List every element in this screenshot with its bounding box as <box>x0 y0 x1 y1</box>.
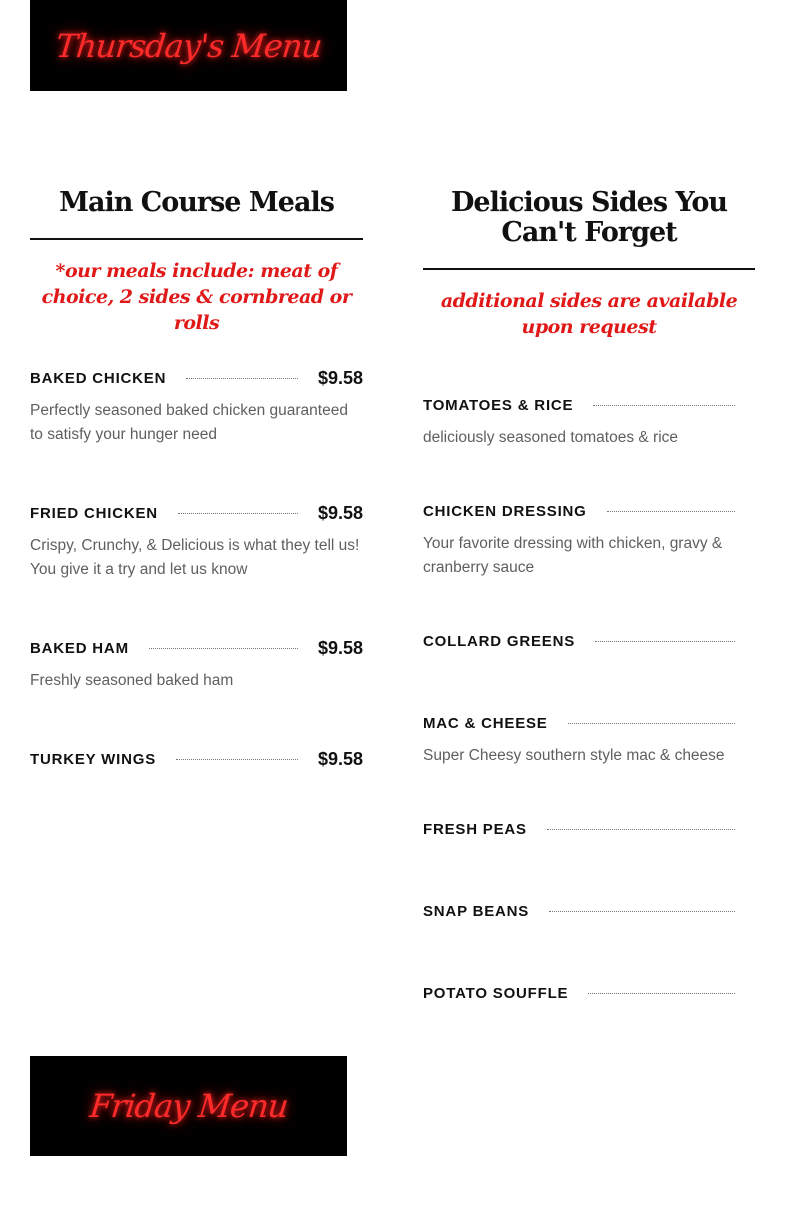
main-course-section <box>30 187 363 769</box>
menu-item-name: BAKED CHICKEN <box>30 369 167 387</box>
leader-dots <box>149 648 298 649</box>
main-course-note: *our meals include: meat of choice, 2 sides & cornbread or rolls <box>41 260 352 334</box>
leader-dots <box>588 993 735 994</box>
leader-dots <box>593 405 735 406</box>
menu-item-name: TURKEY WINGS <box>30 750 156 768</box>
sides-note: additional sides are available upon request <box>440 290 738 338</box>
leader-dots <box>176 759 298 760</box>
side-item <box>423 817 735 841</box>
menu-item-price: $9.58 <box>317 367 363 388</box>
leader-dots <box>186 378 298 379</box>
menu-item <box>30 501 363 582</box>
leader-dots <box>568 723 735 724</box>
side-item-name: CHICKEN DRESSING <box>423 502 587 520</box>
side-item-name: SNAP BEANS <box>423 902 530 920</box>
side-item <box>423 629 735 653</box>
friday-menu-banner <box>30 1056 347 1156</box>
leader-dots <box>607 511 735 512</box>
leader-dots <box>178 513 298 514</box>
thursday-menu-banner <box>30 0 347 91</box>
menu-item-description: Crispy, Crunchy, & Delicious is what they tell us! You give it a try and let us know <box>30 537 360 578</box>
menu-item <box>30 636 363 693</box>
side-item <box>423 899 735 923</box>
side-item-description: Super Cheesy southern style mac & cheese <box>423 747 725 764</box>
side-item-description: deliciously seasoned tomatoes & rice <box>423 429 679 446</box>
menu-item-description: Freshly seasoned baked ham <box>30 672 234 689</box>
side-item-name: COLLARD GREENS <box>423 632 576 650</box>
friday-menu-banner-text: Friday Menu <box>87 1087 290 1125</box>
menu-item-price: $9.58 <box>317 637 363 658</box>
sides-section <box>423 187 755 1002</box>
main-course-title-rule <box>30 238 363 240</box>
side-item <box>423 981 735 1005</box>
side-item-name: POTATO SOUFFLE <box>423 984 569 1002</box>
side-item-name: TOMATOES & RICE <box>423 396 574 414</box>
side-item <box>423 711 735 768</box>
side-item-name: MAC & CHEESE <box>423 714 548 732</box>
menu-item <box>30 366 363 447</box>
main-course-title: Main Course Meals <box>59 187 334 218</box>
sides-title-rule <box>423 268 755 270</box>
sides-title: Delicious Sides You Can't Forget <box>450 187 728 248</box>
menu-item <box>30 747 363 771</box>
menu-item-price: $9.58 <box>317 748 363 769</box>
thursday-menu-banner-text: Thursday's Menu <box>53 26 324 65</box>
menu-item-name: FRIED CHICKEN <box>30 504 158 522</box>
side-item <box>423 499 735 580</box>
side-item <box>423 393 735 450</box>
leader-dots <box>549 911 735 912</box>
menu-item-name: BAKED HAM <box>30 639 129 657</box>
side-item-description: Your favorite dressing with chicken, gravy & cranberry sauce <box>423 535 723 576</box>
leader-dots <box>547 829 735 830</box>
menu-item-description: Perfectly seasoned baked chicken guaranteed to satisfy your hunger need <box>30 402 348 443</box>
menu-item-price: $9.58 <box>317 502 363 523</box>
side-item-name: FRESH PEAS <box>423 820 527 838</box>
leader-dots <box>595 641 735 642</box>
